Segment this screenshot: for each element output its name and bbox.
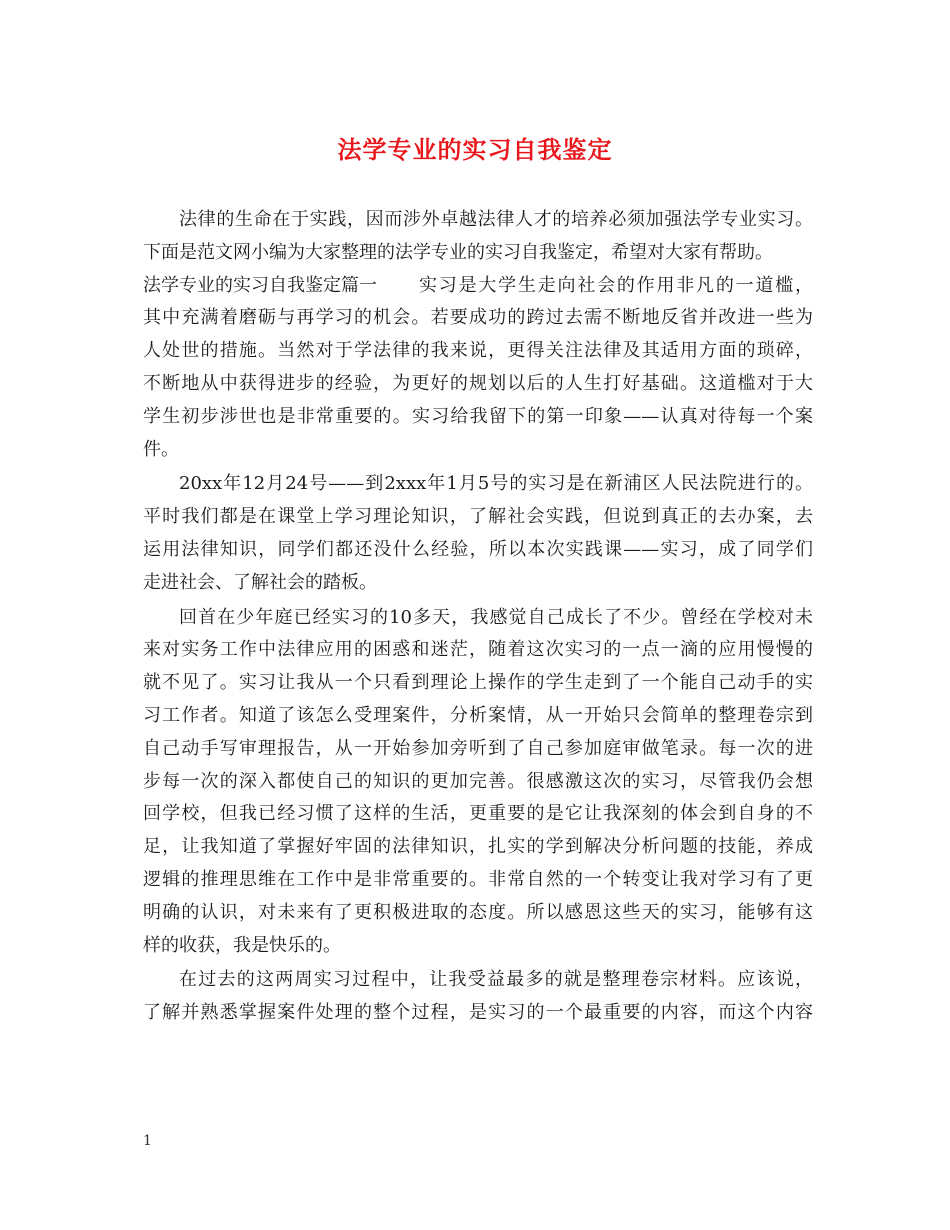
paragraph-line: 回首在少年庭已经实习的10多天，我感觉自己成长了不少。曾经在学校对未 (179, 606, 813, 628)
paragraph-line: 了解并熟悉掌握案件处理的整个过程，是实习的一个最重要的内容，而这个内容 (143, 1002, 813, 1024)
paragraph-line: 件。 (143, 438, 179, 460)
paragraph-line: 明确的认识，对未来有了更积极进取的态度。所以感恩这些天的实习，能够有这 (143, 901, 813, 923)
paragraph-line: 自己动手写审理报告，从一开始参加旁听到了自己参加庭审做笔录。每一次的进 (143, 737, 813, 759)
section-heading-rest: 实习是大学生走向社会的作用非凡的一道槛， (419, 274, 813, 296)
paragraph-line: 足，让我知道了掌握好牢固的法律知识，扎实的学到解决分析问题的技能，养成 (143, 836, 813, 858)
paragraph-line: 学生初步涉世也是非常重要的。实习给我留下的第一印象——认真对待每一个案 (143, 405, 813, 427)
paragraph-line: 平时我们都是在课堂上学习理论知识，了解社会实践，但说到真正的去办案，去 (143, 506, 813, 528)
document-title: 法学专业的实习自我鉴定 (337, 135, 613, 164)
paragraph-line: 样的收获，我是快乐的。 (143, 934, 341, 956)
paragraph-line: 走进社会、了解社会的踏板。 (143, 571, 377, 593)
intro-line: 法律的生命在于实践，因而涉外卓越法律人才的培养必须加强法学专业实习。 (179, 209, 813, 230)
paragraph-line: 就不见了。实习让我从一个只看到理论上操作的学生走到了一个能自己动手的实 (143, 672, 813, 694)
document-body (143, 204, 813, 1030)
paragraph-line: 人处世的措施。当然对于学法律的我来说，更得关注法律及其适用方面的琐碎， (143, 340, 813, 362)
paragraph-line: 来对实务工作中法律应用的困惑和迷茫，随着这次实习的一点一滴的应用慢慢的 (143, 639, 813, 661)
paragraph-line: 习工作者。知道了该怎么受理案件，分析案情，从一开始只会简单的整理卷宗到 (143, 704, 813, 726)
paragraph-line: 20xx年12月24号——到2xxx年1月5号的实习是在新浦区人民法院进行的。 (179, 473, 813, 495)
section-heading-line (143, 270, 813, 303)
intro-line: 下面是范文网小编为大家整理的法学专业的实习自我鉴定，希望对大家有帮助。 (143, 241, 773, 263)
paragraph-line: 回学校，但我已经习惯了这样的生活，更重要的是它让我深刻的体会到自身的不 (143, 803, 813, 825)
paragraph-line: 运用法律知识，同学们都还没什么经验，所以本次实践课——实习，成了同学们 (143, 538, 813, 560)
section-heading: 法学专业的实习自我鉴定篇一 (143, 274, 377, 296)
page-number: 1 (143, 1133, 152, 1149)
paragraph-line: 逻辑的推理思维在工作中是非常重要的。非常自然的一个转变让我对学习有了更 (143, 868, 813, 890)
paragraph-line: 在过去的这两周实习过程中，让我受益最多的就是整理卷宗材料。应该说， (179, 969, 813, 991)
paragraph-line: 步每一次的深入都使自己的知识的更加完善。很感激这次的实习，尽管我仍会想 (143, 770, 813, 792)
paragraph-line: 不断地从中获得进步的经验，为更好的规划以后的人生打好基础。这道槛对于大 (143, 372, 813, 394)
paragraph-line: 其中充满着磨砺与再学习的机会。若要成功的跨过去需不断地反省并改进一些为 (143, 307, 813, 329)
